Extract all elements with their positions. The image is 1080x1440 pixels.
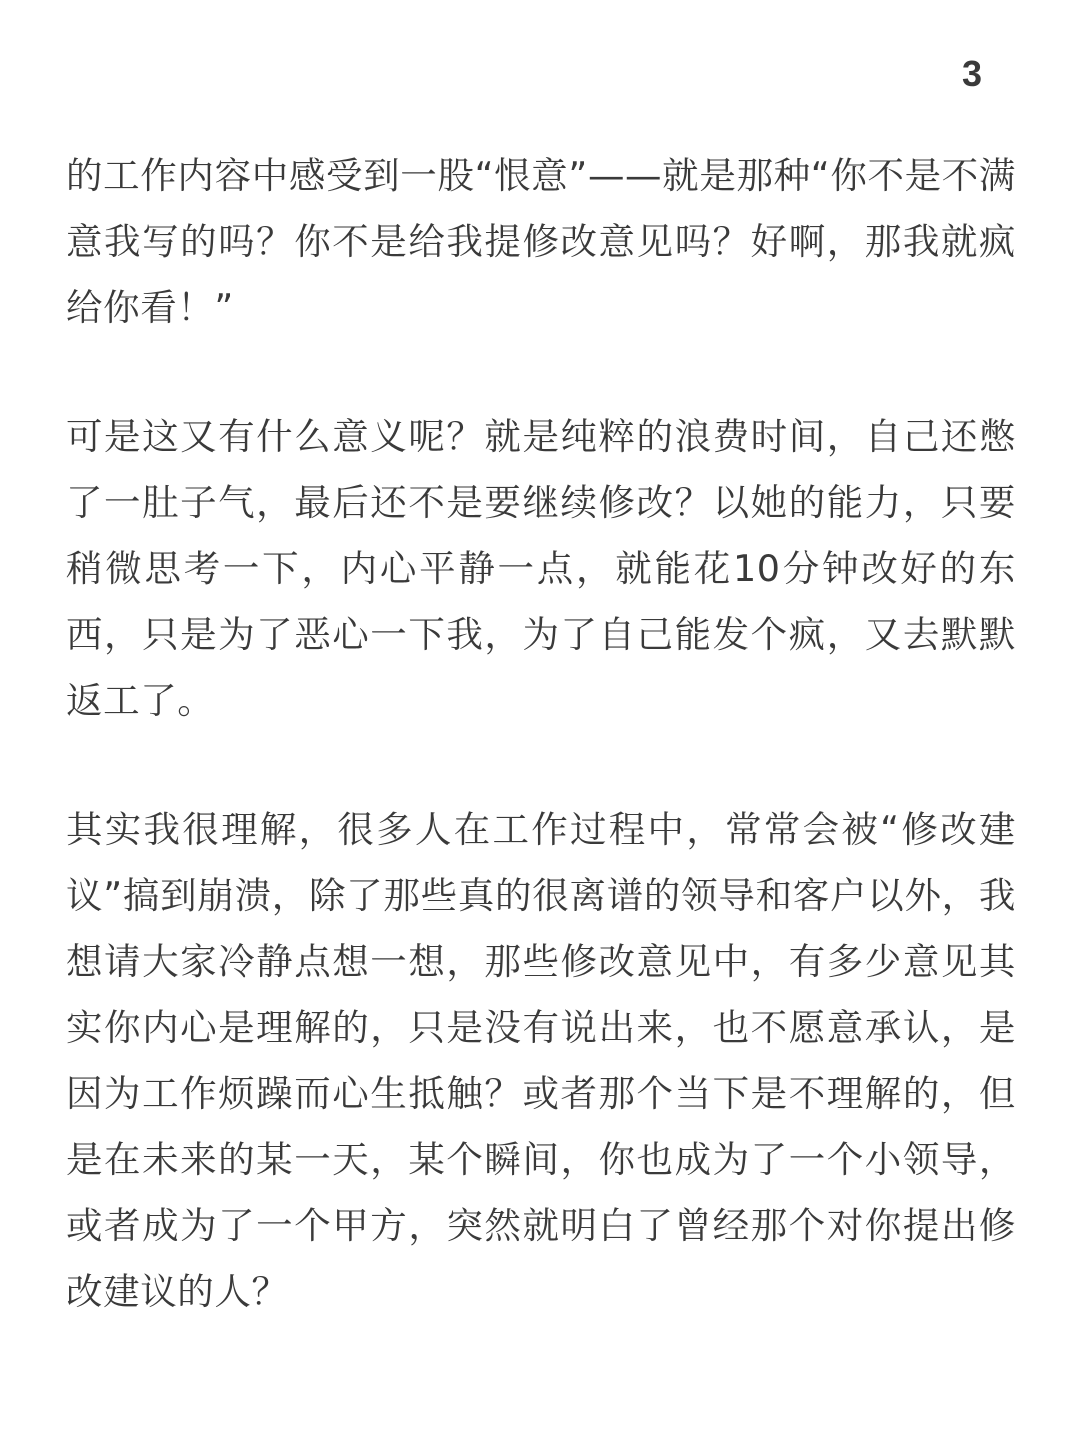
page-number: 3 <box>961 53 982 94</box>
paragraph-2: 可是这又有什么意义呢？就是纯粹的浪费时间，自己还憋了一肚子气，最后还不是要继续修改？以她的能力，只要稍微思考一下，内心平静一点，就能花10分钟改好的东西，只是为了恶心一下我，为了自己能发个疯，又去默默返工了。 <box>66 415 1016 722</box>
paragraph-3: 其实我很理解，很多人在工作过程中，常常会被“修改建议”搞到崩溃，除了那些真的很离谱的领导和客户以外，我想请大家冷静点想一想，那些修改意见中，有多少意见其实你内心是理解的，只是没有说出来，也不愿意承认，是因为工作烦躁而心生抵触？或者那个当下是不理解的，但是在未来的某一天，某个瞬间，你也成为了一个小领导，或者成为了一个甲方，突然就明白了曾经那个对你提出修改建议的人？ <box>66 808 1016 1313</box>
article-body <box>66 143 1016 1325</box>
paragraph-1: 的工作内容中感受到一股“恨意”——就是那种“你不是不满意我写的吗？你不是给我提修改意见吗？好啊，那我就疯给你看！” <box>66 154 1016 329</box>
